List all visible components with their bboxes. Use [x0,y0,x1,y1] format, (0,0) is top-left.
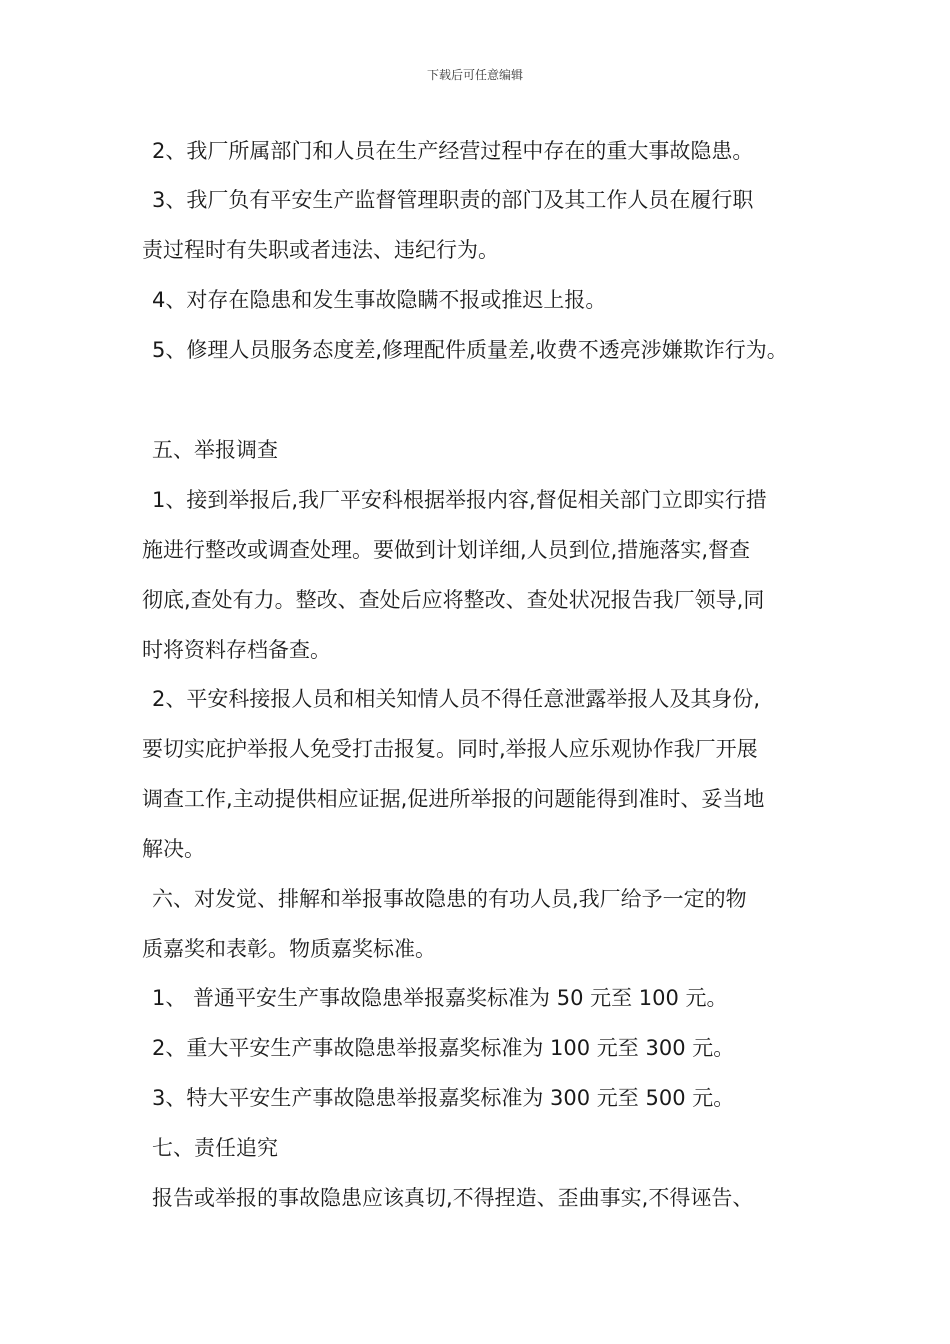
paragraph-line: 2、平安科接报人员和相关知情人员不得任意泄露举报人及其身份, [152,687,761,711]
paragraph-line: 质嘉奖和表彰。物质嘉奖标准。 [142,937,436,961]
paragraph-line: 报告或举报的事故隐患应该真切,不得捏造、歪曲事实,不得诬告、 [152,1186,754,1210]
paragraph-line: 3、特大平安生产事故隐患举报嘉奖标准为 300 元至 500 元。 [152,1086,735,1110]
paragraph-line: 彻底,查处有力。整改、查处后应将整改、查处状况报告我厂领导,同 [142,588,765,612]
paragraph-line: 3、我厂负有平安生产监督管理职责的部门及其工作人员在履行职 [152,188,754,212]
page-header: 下载后可任意编辑 [426,68,523,82]
paragraph-line: 4、对存在隐患和发生事故隐瞒不报或推迟上报。 [152,288,607,312]
paragraph-line: 调查工作,主动提供相应证据,促进所举报的问题能得到准时、妥当地 [142,787,765,811]
paragraph-line: 施进行整改或调查处理。要做到计划详细,人员到位,措施落实,督查 [142,538,751,562]
paragraph-line: 时将资料存档备查。 [142,638,331,662]
paragraph-line: 解决。 [142,837,205,861]
section-heading: 六、对发觉、排解和举报事故隐患的有功人员,我厂给予一定的物 [152,887,747,911]
paragraph-line: 1、接到举报后,我厂平安科根据举报内容,督促相关部门立即实行措 [152,488,767,512]
paragraph-line: 5、修理人员服务态度差,修理配件质量差,收费不透亮涉嫌欺诈行为。 [152,338,788,362]
paragraph-line: 责过程时有失职或者违法、违纪行为。 [142,238,499,262]
paragraph-line: 要切实庇护举报人免受打击报复。同时,举报人应乐观协作我厂开展 [142,737,758,761]
paragraph-line: 2、我厂所属部门和人员在生产经营过程中存在的重大事故隐患。 [152,139,754,163]
section-heading: 五、举报调查 [152,438,278,462]
paragraph-line: 2、重大平安生产事故隐患举报嘉奖标准为 100 元至 300 元。 [152,1036,735,1060]
paragraph-line: 1、 普通平安生产事故隐患举报嘉奖标准为 50 元至 100 元。 [152,986,728,1010]
section-heading: 七、责任追究 [152,1136,278,1160]
